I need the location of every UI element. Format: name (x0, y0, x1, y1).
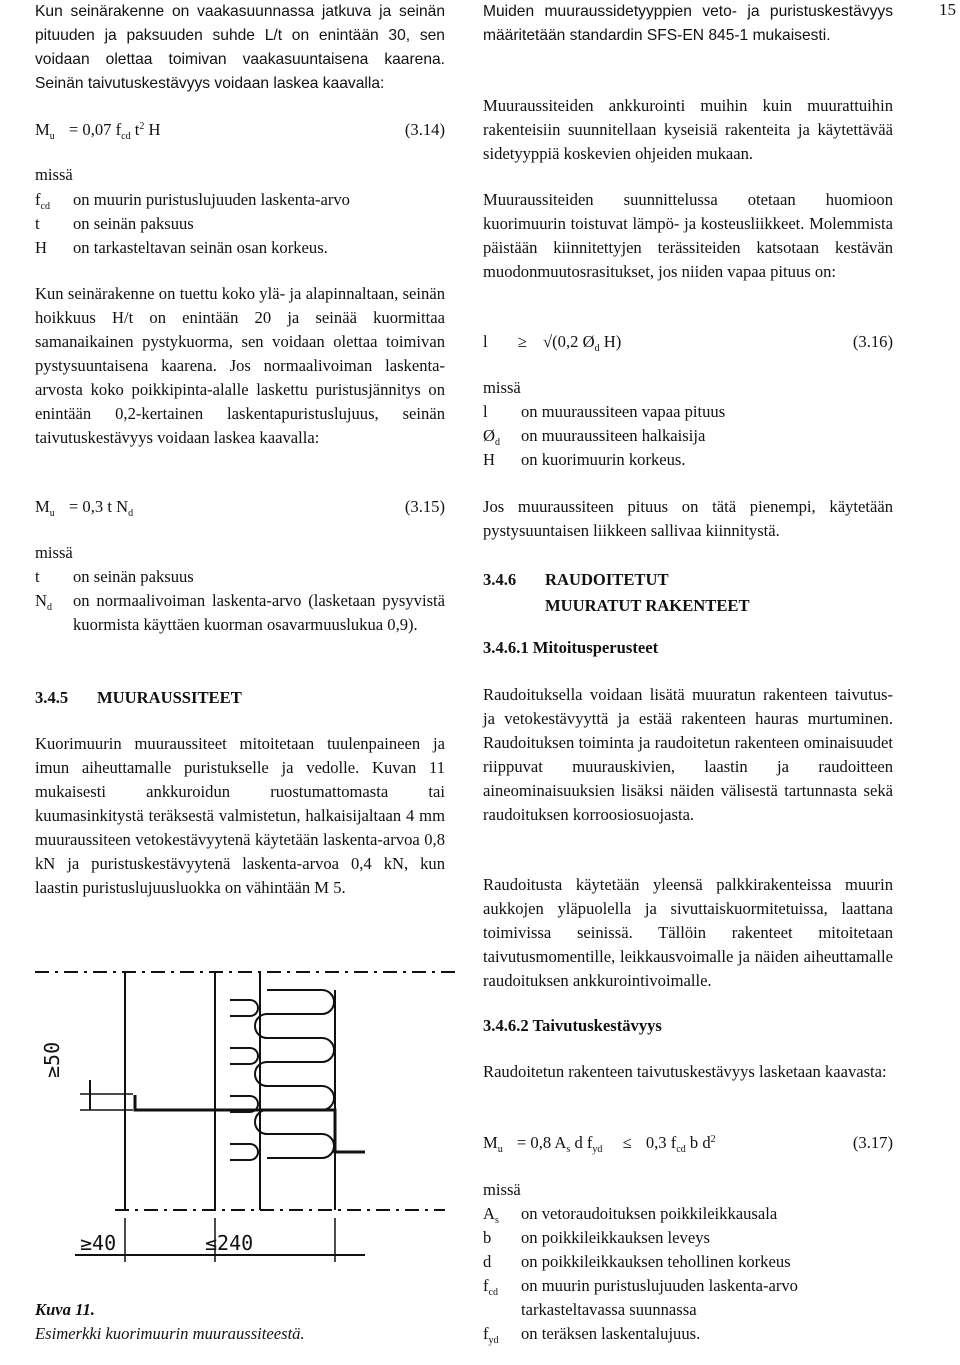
def-symbol: f (35, 190, 41, 209)
paragraph: Kun seinärakenne on tuettu koko ylä- ja alapinnaltaan, seinän hoikkuus H/t on enintään 20 ja seinää kuormittaa samanaikainen pystykuorma, sen voidaan olettaa toimivan pystysuuntaisena kaarena. Jos normaalivoiman laskenta-arvosta koko poikkipinta-alalle laskettu puristusjännitys on enintään 0,2-kertainen laskentapuristuslujuus, seinän taivutuskestävyys voidaan laskea kaavalla: (35, 284, 445, 447)
caption-text: Esimerkki kuorimuurin muuraussiteestä. (35, 1324, 305, 1343)
figure-caption (35, 1298, 305, 1346)
insulation-outline (230, 1000, 258, 1160)
def-sub: cd (488, 1287, 498, 1298)
subsection-heading-3-4-6-1: 3.4.6.1 Mitoitusperusteet (483, 638, 659, 657)
eq-term: (0,2 Ø (552, 332, 595, 351)
wall-tie-drawing (35, 960, 455, 1290)
paragraph: Raudoituksella voidaan lisätä muuratun rakenteen taivutus- ja vetokestävyyttä ja estää rakenteen hauras murtuminen. Raudoituksen toiminta ja raudoitetun rakenteen ominaisuudet riippuvat muurauskivien, laastin ja raudoitteen aineominaisuuksien lisäksi näiden välisestä tartunnasta sekä raudoituksen korroosiosuojasta. (483, 685, 893, 824)
eq-term: d f (570, 1133, 593, 1152)
equation-number: (3.14) (404, 120, 445, 139)
paragraph: Raudoitetun rakenteen taivutuskestävyys lasketaan kaavasta: (483, 1062, 887, 1081)
eq-lhs: M (35, 120, 50, 139)
def-symbol: N (35, 591, 47, 610)
eq-sup: 2 (139, 121, 145, 132)
eq-term: = 0,8 A (516, 1133, 567, 1152)
eq-term: = 0,07 f (68, 120, 122, 139)
section-heading-3-4-6 (483, 568, 669, 592)
eq-operator: ≥ (517, 332, 527, 351)
heading-title: MUURAUSSITEET (97, 688, 242, 707)
def-text: on normaalivoiman laskenta-arvo (lasketaan pysyvistä kuormista käyttäen kuorman osavarmuuslukua 0,9). (73, 591, 445, 634)
subsection-heading-3-4-6-2: 3.4.6.2 Taivutuskestävyys (483, 1016, 662, 1035)
def-symbol: d (483, 1252, 492, 1271)
def-symbol: Ø (483, 426, 495, 445)
where-label: missä (35, 543, 73, 562)
def-symbol: H (35, 238, 47, 257)
def-text: on poikkileikkauksen tehollinen korkeus (521, 1252, 791, 1271)
eq-lhs: l (483, 332, 488, 351)
eq-term: = 0,3 t N (68, 497, 129, 516)
def-sub: d (494, 437, 500, 448)
paragraph: Raudoitusta käytetään yleensä palkkirakenteissa muurin aukkojen yläpuolella ja sivuttaiskuormitetuissa, laattana toimivissa seinissä. Tällöin rakenteet mitoitetaan taivutusmomentille, leikkausvoimalle ja näiden aiheuttamalle raudoituksen ankkurointivoimalle. (483, 875, 893, 990)
def-symbol: b (483, 1228, 492, 1247)
def-symbol: A (483, 1204, 495, 1223)
eq-lhs: M (35, 497, 50, 516)
eq-term: H (144, 120, 161, 139)
brick-course-outline (255, 990, 334, 1158)
paragraph: Kuorimuurin muuraussiteet mitoitetaan tuulenpaineen ja imun aiheuttamalle puristukselle ja vedolle. Kuvan 11 mukaisesti ankkuroidun ruostumattomasta tai kuumasinkitystä teräksestä valmistetun, halkaisijaltaan 4 mm muuraussiteen vetokestävyytenä käytetään laskenta-arvoa 0,8 kN ja puristuskestävyytenä laskenta-arvoa 0,4 kN, kun laastin puristuslujuusluokka on vähintään M 5. (35, 734, 445, 897)
def-symbol: t (35, 214, 40, 233)
def-symbol: f (483, 1276, 489, 1295)
eq-sub: d (128, 508, 134, 519)
heading-title-line2: MUURATUT RAKENTEET (545, 596, 750, 615)
def-text: on muurin puristuslujuuden laskenta-arvo (73, 190, 350, 209)
def-symbol: l (483, 402, 488, 421)
def-text: on teräksen laskentalujuus. (521, 1324, 701, 1343)
paragraph: Muuraussiteiden suunnittelussa otetaan huomioon kuorimuurin toistuvat lämpö- ja kosteusliikkeet. Molemmista päistään kiinnitettyjen terässiteiden katsotaan kestävän muodonmuutosrasitukset, jos niiden vapaa pituus on: (483, 190, 893, 281)
paragraph: Kun seinärakenne on vaakasuunnassa jatkuva ja seinän pituuden ja paksuuden suhde L/t on enintään 30, sen voidaan olettaa toimivan vaakasuuntaisena kaarena. Seinän taivutuskestävyys voidaan laskea kaavalla: (35, 3, 445, 92)
eq-term: 0,3 f (645, 1133, 677, 1152)
equation-number: (3.16) (852, 332, 893, 351)
def-text: on tarkasteltavan seinän osan korkeus. (73, 238, 328, 257)
where-label: missä (483, 1180, 521, 1199)
eq-lhs: M (483, 1133, 498, 1152)
eq-term: b d (685, 1133, 711, 1152)
equation-3-17 (483, 1131, 893, 1155)
def-text: on seinän paksuus (73, 567, 194, 586)
equation-3-16 (483, 330, 893, 354)
def-sub: d (46, 602, 52, 613)
where-label: missä (483, 378, 521, 397)
where-label: missä (35, 165, 73, 184)
figure-wall-tie (35, 960, 455, 1290)
def-symbol: f (483, 1324, 489, 1343)
def-text: on muurin puristuslujuuden laskenta-arvo tarkasteltavassa suunnassa (521, 1276, 798, 1319)
equation-number: (3.15) (404, 497, 445, 516)
eq-sub: cd (121, 131, 131, 142)
def-text: on vetoraudoituksen poikkileikkausala (521, 1204, 778, 1223)
eq-sub: yd (592, 1144, 603, 1155)
def-sub: yd (488, 1335, 499, 1346)
equation-number: (3.17) (852, 1133, 893, 1152)
eq-operator: ≤ (622, 1133, 632, 1152)
equation-3-14 (35, 118, 445, 142)
def-symbol: H (483, 450, 495, 469)
dimension-label-left: ≥40 (80, 1231, 117, 1255)
eq-term: t (130, 120, 140, 139)
heading-title: RAUDOITETUT (545, 570, 669, 589)
paragraph: Jos muuraussiteen pituus on tätä pienempi, käytetään pystysuuntaisen liikkeen sallivaa kiinnitystä. (483, 497, 893, 540)
sqrt-symbol: √ (543, 332, 553, 351)
def-sub: s (494, 1215, 499, 1226)
caption-label: Kuva 11. (35, 1300, 95, 1319)
def-text: on kuorimuurin korkeus. (521, 450, 686, 469)
eq-sup: 2 (710, 1134, 716, 1145)
page-number: 15 (939, 0, 956, 19)
eq-term: H) (599, 332, 622, 351)
eq-sub: s (566, 1144, 571, 1155)
paragraph: Muuraussiteiden ankkurointi muihin kuin muurattuihin rakenteisiin suunnitellaan kyseisiä rakenteita ja käytettävää sidetyyppiä koskevien ohjeiden mukaan. (483, 96, 893, 163)
def-symbol: t (35, 567, 40, 586)
equation-3-15 (35, 495, 445, 519)
heading-number: 3.4.6 (483, 570, 517, 589)
def-text: on poikkileikkauksen leveys (521, 1228, 710, 1247)
def-text: on muuraussiteen halkaisija (521, 426, 706, 445)
section-heading-3-4-5 (35, 686, 242, 710)
eq-sub: u (49, 131, 55, 142)
eq-sub: cd (676, 1144, 686, 1155)
def-sub: cd (40, 201, 50, 212)
dimension-label-vertical: ≥50 (40, 1041, 64, 1078)
eq-sub: u (49, 508, 55, 519)
def-text: on seinän paksuus (73, 214, 194, 233)
def-text: on muuraussiteen vapaa pituus (521, 402, 726, 421)
eq-sub: d (594, 343, 600, 354)
paragraph: Muiden muuraussidetyyppien veto- ja puristuskestävyys määritetään standardin SFS-EN 845-1 mukaisesti. (483, 3, 893, 44)
dimension-label-right: ≤240 (205, 1231, 254, 1255)
eq-sub: u (497, 1144, 503, 1155)
heading-number: 3.4.5 (35, 688, 69, 707)
